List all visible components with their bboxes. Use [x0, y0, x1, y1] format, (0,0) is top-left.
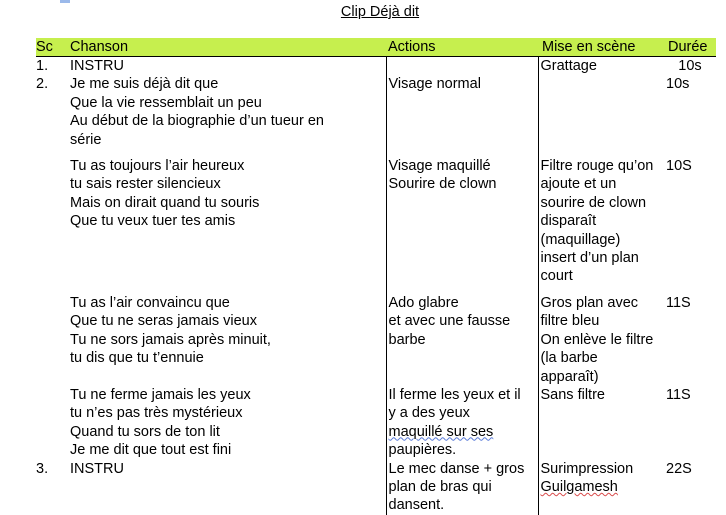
- mise-line: insert d’un plan: [540, 250, 639, 267]
- song-line: Tu ne ferme jamais les yeux: [70, 386, 251, 403]
- song-line: Tu as toujours l’air heureux: [70, 158, 245, 175]
- row-duration: 10S: [666, 158, 692, 175]
- page-corner-mark: [60, 0, 70, 3]
- table-row: [36, 57, 716, 76]
- row-spacer: [36, 149, 716, 157]
- mise-line: Gros plan avec: [540, 294, 639, 311]
- action-line: paupières.: [388, 442, 457, 459]
- header-mise: Mise en scène: [538, 38, 664, 57]
- row-song: [70, 386, 386, 460]
- header-duration: Durée: [664, 38, 716, 57]
- row-mise: [538, 294, 664, 386]
- song-line: INSTRU: [70, 58, 124, 74]
- action-line: Le mec danse + gros: [388, 460, 525, 477]
- action-line: maquillé sur ses: [388, 423, 494, 440]
- mise-line: Surimpression: [540, 460, 634, 477]
- song-line: Je me dit que tout est fini: [70, 442, 232, 459]
- row-spacer: [36, 286, 716, 294]
- row-duration: 22S: [666, 460, 692, 477]
- row-sc: 2.: [36, 76, 49, 93]
- mise-line: (la barbe: [540, 350, 598, 367]
- row-sc: 3.: [36, 460, 49, 477]
- table-row: [36, 75, 716, 149]
- row-song: [70, 57, 386, 76]
- mise-line: sourire de clown: [540, 194, 647, 211]
- row-sc: [36, 294, 70, 386]
- row-duration: 10s: [666, 76, 690, 93]
- row-duration: 11S: [666, 294, 691, 311]
- mise-line: filtre bleu: [540, 313, 600, 330]
- song-line: Au début de la biographie d’un tueur en: [70, 113, 324, 130]
- table-row: [36, 460, 716, 515]
- song-line: tu sais rester silencieux: [70, 176, 221, 193]
- row-actions: [386, 157, 538, 286]
- song-line: Mais on dirait quand tu souris: [70, 194, 260, 211]
- row-actions: [386, 386, 538, 460]
- row-song: [70, 460, 386, 515]
- row-mise: [538, 460, 664, 515]
- row-song: [70, 75, 386, 149]
- action-line: Sourire de clown: [388, 176, 497, 193]
- song-line: Tu ne sors jamais après minuit,: [70, 331, 271, 348]
- row-mise: [538, 57, 664, 76]
- header-sc: Sc: [36, 38, 70, 57]
- action-line: Il ferme les yeux et il: [388, 386, 521, 403]
- mise-line: Grattage: [540, 58, 597, 74]
- row-actions: [386, 75, 538, 149]
- row-sc: [36, 386, 70, 460]
- row-sc: [36, 157, 70, 286]
- mise-line: Sans filtre: [540, 386, 605, 403]
- action-line: Visage maquillé: [388, 158, 491, 175]
- song-line: Tu as l’air convaincu que: [70, 294, 230, 311]
- mise-line: court: [540, 268, 573, 285]
- song-line: Que la vie ressemblait un peu: [70, 94, 262, 111]
- row-song: [70, 294, 386, 386]
- mise-line: Guilgamesh: [540, 478, 618, 495]
- action-line: Ado glabre: [388, 294, 459, 311]
- table-row: [36, 386, 716, 460]
- song-line: Je me suis déjà dit que: [70, 76, 219, 93]
- action-line: plan de bras qui: [388, 478, 492, 495]
- song-line: INSTRU: [70, 460, 124, 477]
- row-duration: 11S: [666, 386, 691, 403]
- song-line: Que tu ne seras jamais vieux: [70, 313, 257, 330]
- row-mise: [538, 157, 664, 286]
- row-actions: [386, 57, 538, 76]
- action-line: dansent.: [388, 497, 445, 514]
- mise-line: (maquillage): [540, 231, 621, 248]
- action-line: y a des yeux: [388, 405, 470, 422]
- song-line: tu n’es pas très mystérieux: [70, 405, 243, 422]
- song-line: série: [70, 131, 102, 148]
- song-line: Quand tu sors de ton lit: [70, 423, 220, 440]
- mise-line: apparaît): [540, 368, 599, 385]
- mise-line: disparaît: [540, 213, 597, 230]
- mise-line: ajoute et un: [540, 176, 617, 193]
- table-header-row: [36, 38, 716, 57]
- song-line: tu dis que tu t’ennuie: [70, 350, 204, 367]
- action-line: barbe: [388, 331, 426, 348]
- row-mise: [538, 386, 664, 460]
- header-song: Chanson: [70, 38, 386, 57]
- clip-table: [36, 38, 716, 515]
- table-row: [36, 157, 716, 286]
- row-actions: [386, 294, 538, 386]
- table-row: [36, 294, 716, 386]
- row-actions: [386, 460, 538, 515]
- document-title: Clip Déjà dit: [340, 4, 420, 20]
- action-line: et avec une fausse: [388, 313, 511, 330]
- mise-line: On enlève le filtre: [540, 331, 654, 348]
- row-song: [70, 157, 386, 286]
- row-duration: 10s: [678, 58, 702, 74]
- header-actions: Actions: [386, 38, 538, 57]
- row-mise: [538, 75, 664, 149]
- mise-line: Filtre rouge qu’on: [540, 158, 654, 175]
- song-line: Que tu veux tuer tes amis: [70, 213, 236, 230]
- row-sc: 1.: [36, 58, 49, 74]
- action-line: Visage normal: [388, 76, 481, 93]
